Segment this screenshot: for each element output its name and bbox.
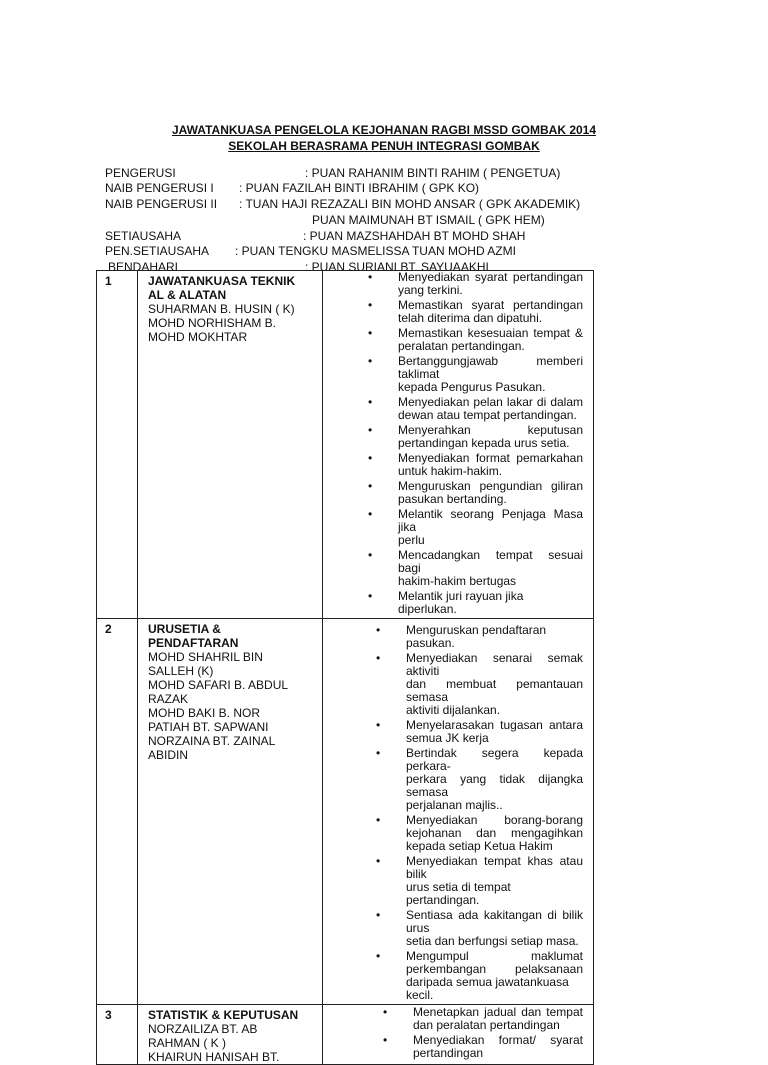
task-text: kepada setiap Ketua Hakim	[406, 839, 553, 853]
task-item	[368, 589, 583, 616]
task-item	[368, 326, 583, 353]
committee-member: MOHD NORHISHAM B.	[148, 316, 277, 330]
committee-row	[97, 271, 594, 619]
bullet-icon: •	[368, 451, 373, 465]
task-item	[368, 270, 583, 297]
task-item	[368, 548, 583, 588]
task-text: kepada Pengurus Pasukan.	[398, 380, 546, 394]
committee-tasks	[323, 1005, 594, 1065]
bullet-icon: •	[368, 589, 373, 603]
bullet-icon: •	[383, 1033, 388, 1047]
committee-member: MOHD SAFARI B. ABDUL	[148, 678, 289, 692]
task-text: perkara yang tidak dijangka semasa	[406, 772, 583, 799]
task-text: untuk hakim-hakim.	[398, 464, 503, 478]
document-header	[0, 122, 768, 154]
task-text: Menyediakan format pemarkahan	[398, 451, 583, 465]
bullet-icon: •	[368, 395, 373, 409]
document-subtitle: SEKOLAH BERASRAMA PENUH INTEGRASI GOMBAK	[228, 139, 540, 153]
committee-title: PENDAFTARAN	[148, 636, 239, 650]
bullet-icon: •	[368, 326, 373, 340]
task-item	[368, 451, 583, 478]
committee-tasks	[323, 619, 594, 1005]
officer-name: : PUAN MAZSHAHDAH BT MOHD SHAH	[303, 229, 526, 243]
bullet-icon: •	[376, 746, 381, 760]
task-text: Menguruskan pendaftaran pasukan.	[406, 623, 547, 650]
task-text: Bertanggungjawab memberi taklimat	[398, 354, 583, 381]
officer-role: PEN.SETIAUSAHA	[105, 244, 210, 258]
task-text: Melantik juri rayuan jika diperlukan.	[398, 589, 524, 616]
officer-role: SETIAUSAHA	[105, 229, 182, 243]
task-text: Menyediakan borang-borang	[406, 813, 583, 827]
committee-row	[97, 619, 594, 1005]
task-text: Memastikan syarat pertandingan	[398, 298, 583, 312]
committee-member: MOHD MOKHTAR	[148, 330, 248, 344]
officer-name: : PUAN TENGKU MASMELISSA TUAN MOHD AZMI	[235, 244, 516, 258]
task-text: Mengumpul maklumat	[406, 949, 583, 963]
officer-row	[0, 243, 768, 259]
committee-member: PATIAH BT. SAPWANI	[148, 720, 269, 734]
officer-name: PUAN MAIMUNAH BT ISMAIL ( GPK HEM)	[312, 213, 545, 227]
task-text: setia dan berfungsi setiap masa.	[406, 934, 579, 948]
task-text: dewan atau tempat pertandingan.	[398, 408, 577, 422]
committee-info	[138, 271, 323, 619]
task-text: Menguruskan pengundian giliran	[398, 479, 583, 493]
task-item	[376, 949, 583, 1002]
task-text: Menyerahkan keputusan	[398, 423, 583, 437]
task-text: Menyediakan tempat khas atau bilik	[406, 854, 583, 881]
officer-name: : TUAN HAJI REZAZALI BIN MOHD ANSAR ( GPK AKADEMIK)	[239, 197, 581, 211]
bullet-icon: •	[376, 854, 381, 868]
task-item	[376, 908, 583, 948]
task-text: Melantik seorang Penjaga Masa jika	[398, 507, 583, 534]
committee-member: RAZAK	[148, 692, 189, 706]
task-item	[376, 718, 583, 745]
bullet-icon: •	[376, 651, 381, 665]
committee-row	[97, 1005, 594, 1065]
task-item	[368, 354, 583, 394]
task-item	[376, 813, 583, 853]
task-text: telah diterima dan dipatuhi.	[398, 311, 543, 325]
task-text: Menyediakan format/ syarat	[413, 1033, 583, 1047]
bullet-icon: •	[376, 949, 381, 963]
committee-member: MOHD BAKI B. NOR	[148, 706, 261, 720]
task-text: yang terkini.	[398, 283, 463, 297]
officer-row	[0, 228, 768, 244]
task-item	[368, 298, 583, 325]
task-text: Bertindak segera kepada perkara-	[406, 746, 583, 773]
officer-role: PENGERUSI	[105, 166, 176, 180]
task-text: pertandingan kepada urus setia.	[398, 436, 570, 450]
officer-name: : PUAN RAHANIM BINTI RAHIM ( PENGETUA)	[305, 166, 561, 180]
committee-number: 1	[97, 271, 138, 619]
committee-info	[138, 619, 323, 1005]
task-text: hakim-hakim bertugas	[398, 574, 517, 588]
committee-member: MOHD SHAHRIL BIN	[148, 650, 263, 664]
task-item	[368, 423, 583, 450]
officer-name: : PUAN FAZILAH BINTI IBRAHIM ( GPK KO)	[239, 181, 480, 195]
committee-member: NORZAINA BT. ZAINAL	[148, 734, 276, 748]
task-text: daripada semua jawatankuasa kecil.	[406, 975, 569, 1002]
officer-row	[0, 196, 768, 212]
officer-row	[0, 165, 768, 181]
officer-role: BENDAHARI	[108, 260, 179, 274]
task-text: perkembangan pelaksanaan	[406, 962, 583, 976]
task-text: Memastikan kesesuaian tempat &	[398, 326, 583, 340]
task-text: perlu	[398, 533, 425, 547]
bullet-icon: •	[376, 908, 381, 922]
officer-role: NAIB PENGERUSI I	[105, 181, 214, 195]
committee-member: SALLEH (K)	[148, 664, 214, 678]
bullet-icon: •	[368, 479, 373, 493]
officer-name: : PUAN SURIANI BT. SAYUAAKHI	[305, 260, 489, 274]
task-text: Menyediakan syarat pertandingan	[398, 270, 583, 284]
committee-title: AL & ALATAN	[148, 288, 227, 302]
committee-tasks	[323, 271, 594, 619]
task-text: Menetapkan jadual dan tempat	[413, 1005, 583, 1019]
task-text: semua JK kerja	[406, 731, 489, 745]
task-item	[383, 1033, 583, 1060]
task-text: Menyediakan pelan lakar di dalam	[398, 395, 583, 409]
task-item	[376, 623, 583, 650]
task-text: kejohanan dan mengagihkan	[406, 826, 583, 840]
task-text: urus setia di tempat pertandingan.	[406, 880, 511, 907]
task-item	[368, 507, 583, 547]
committee-member: SUHARMAN B. HUSIN ( K)	[148, 302, 295, 316]
task-text: Menyelarasakan tugasan antara	[406, 718, 583, 732]
committee-member: KHAIRUN HANISAH BT.	[148, 1050, 280, 1064]
task-item	[368, 395, 583, 422]
bullet-icon: •	[376, 813, 381, 827]
task-text: Menyediakan senarai semak aktiviti	[406, 651, 583, 678]
task-text: Sentiasa ada kakitangan di bilik urus	[406, 908, 583, 935]
bullet-icon: •	[368, 270, 373, 284]
task-text: Mencadangkan tempat sesuai bagi	[398, 548, 583, 575]
committee-title: URUSETIA &	[148, 622, 221, 636]
committee-member: ABIDIN	[148, 748, 189, 762]
bullet-icon: •	[368, 423, 373, 437]
bullet-icon: •	[368, 298, 373, 312]
committee-member: RAHMAN ( K )	[148, 1036, 226, 1050]
committee-member: NORZAILIZA BT. AB	[148, 1022, 258, 1036]
task-text: pertandingan	[413, 1046, 484, 1060]
committee-table	[96, 270, 594, 1065]
task-text: perjalanan majlis..	[406, 798, 503, 812]
bullet-icon: •	[368, 354, 373, 368]
committee-number: 2	[97, 619, 138, 1005]
officer-role: NAIB PENGERUSI II	[105, 197, 218, 211]
task-text: pasukan bertanding.	[398, 492, 507, 506]
committee-number: 3	[97, 1005, 138, 1065]
task-item	[376, 854, 583, 907]
task-text: aktiviti dijalankan.	[406, 703, 501, 717]
bullet-icon: •	[376, 718, 381, 732]
committee-title: STATISTIK & KEPUTUSAN	[148, 1008, 299, 1022]
officer-row	[0, 180, 768, 196]
bullet-icon: •	[368, 548, 373, 562]
bullet-icon: •	[383, 1005, 388, 1019]
task-item	[368, 479, 583, 506]
committee-title: JAWATANKUASA TEKNIK	[148, 274, 296, 288]
bullet-icon: •	[376, 623, 381, 637]
task-item	[383, 1005, 583, 1032]
document-title: JAWATANKUASA PENGELOLA KEJOHANAN RAGBI MSSD GOMBAK 2014	[171, 123, 597, 137]
bullet-icon: •	[368, 507, 373, 521]
task-text: dan peralatan pertandingan	[413, 1018, 560, 1032]
task-text: peralatan pertandingan.	[398, 339, 525, 353]
task-text: dan membuat pemantauan semasa	[406, 677, 583, 704]
committee-info	[138, 1005, 323, 1065]
task-item	[376, 746, 583, 812]
task-item	[376, 651, 583, 717]
officer-row	[0, 212, 768, 228]
